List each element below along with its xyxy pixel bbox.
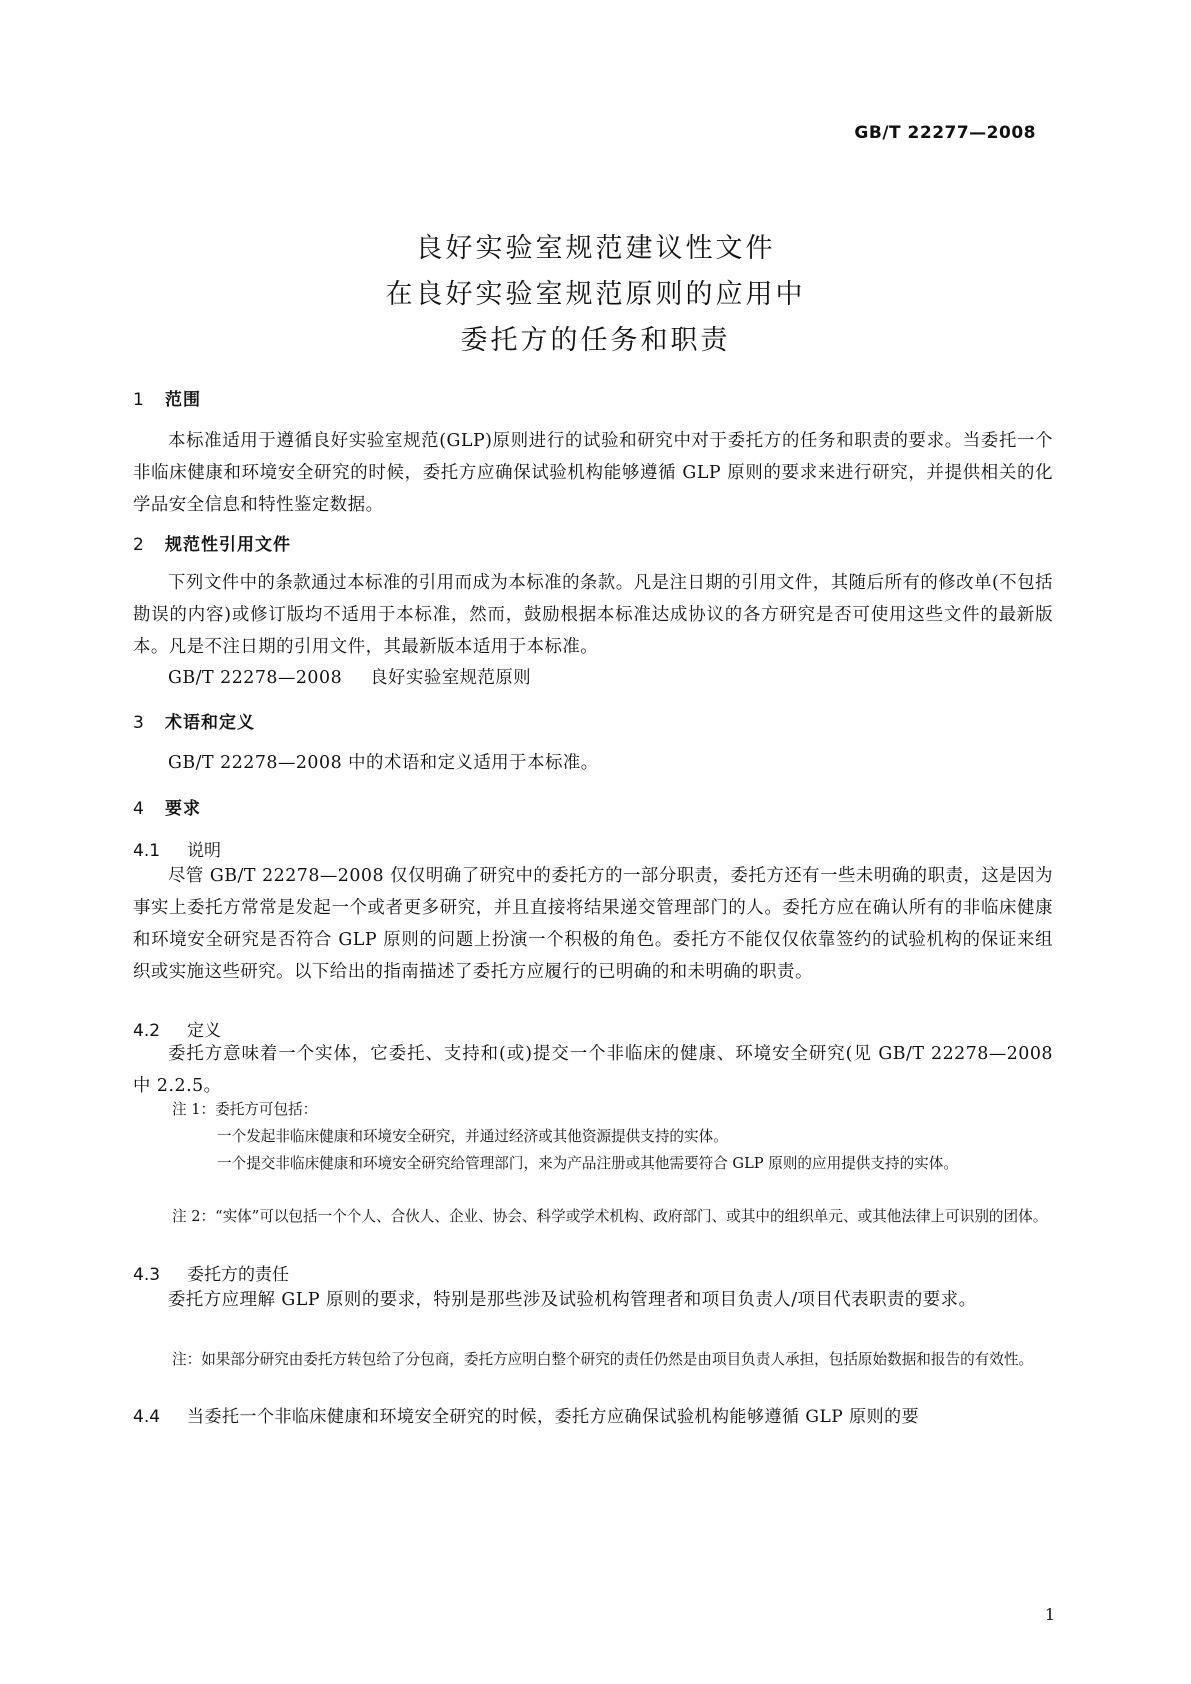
section-2-heading <box>133 530 291 555</box>
subsection-title: 定义 <box>187 1021 221 1041</box>
subsection-text: 当委托一个非临床健康和环境安全研究的时候，委托方应确保试验机构能够遵循 GLP 原则的要 <box>187 1407 920 1427</box>
reference-code: GB/T 22278—2008 <box>168 668 343 688</box>
subsection-4-3-heading <box>133 1260 289 1285</box>
section-4-heading <box>133 794 201 819</box>
note-1-item-1: 一个发起非临床健康和环境安全研究，并通过经济或其他资源提供支持的实体。 <box>217 1128 728 1145</box>
section-title: 规范性引用文件 <box>165 535 291 555</box>
note-4-3: 注：如果部分研究由委托方转包给了分包商，委托方应明白整个研究的责任仍然是由项目负责人承担，包括原始数据和报告的有效性。 <box>172 1351 1034 1368</box>
section-title: 术语和定义 <box>165 713 255 733</box>
normative-reference <box>168 663 531 688</box>
section-number: 3 <box>133 713 145 733</box>
subsection-4-1-heading <box>133 836 221 861</box>
section-3-heading <box>133 708 255 733</box>
section-title: 要求 <box>165 799 201 819</box>
section-number: 4 <box>133 799 145 819</box>
title-line-1: 良好实验室规范建议性文件 <box>415 233 776 264</box>
subsection-4-4-line <box>133 1402 1053 1427</box>
section-1-heading <box>133 385 201 410</box>
subsection-4-3-paragraph: 委托方应理解 GLP 原则的要求，特别是那些涉及试验机构管理者和项目负责人/项目代表职责的要求。 <box>168 1290 977 1310</box>
subsection-number: 4.3 <box>133 1265 161 1285</box>
reference-title: 良好实验室规范原则 <box>370 668 532 688</box>
section-number: 2 <box>133 535 145 555</box>
page-number: 1 <box>1044 1605 1055 1624</box>
subsection-number: 4.2 <box>133 1021 161 1041</box>
subsection-title: 说明 <box>187 841 221 861</box>
subsection-number: 4.1 <box>133 841 161 861</box>
title-line-2: 在良好实验室规范原则的应用中 <box>385 279 806 310</box>
subsection-number: 4.4 <box>133 1407 161 1427</box>
subsection-4-1-paragraph: 尽管 GB/T 22278—2008 仅仅明确了研究中的委托方的一部分职责，委托方还有一些未明确的职责，这是因为事实上委托方常常是发起一个或者更多研究，并且直接将结果递交管理部门的人。委托方应在确认所有的非临床健康和环境安全研究是否符合 GLP 原则的问题上扮演一个积极的角色。委托方不能仅仅依靠签约的试验机构的保证来组织或实施这些研究。以下给出的指南描述了委托方应履行的已明确的和未明确的职责。 <box>133 866 1053 982</box>
standard-code: GB/T 22277—2008 <box>854 123 1036 143</box>
section-title: 范围 <box>165 390 201 410</box>
section-1-paragraph: 本标准适用于遵循良好实验室规范(GLP)原则进行的试验和研究中对于委托方的任务和职责的要求。当委托一个非临床健康和环境安全研究的时候，委托方应确保试验机构能够遵循 GLP 原则的要求来进行研究，并提供相关的化学品安全信息和特性鉴定数据。 <box>133 431 1053 515</box>
section-2-paragraph: 下列文件中的条款通过本标准的引用而成为本标准的条款。凡是注日期的引用文件，其随后所有的修改单(不包括勘误的内容)或修订版均不适用于本标准，然而，鼓励根据本标准达成协议的各方研究是否可使用这些文件的最新版本。凡是不注日期的引用文件，其最新版本适用于本标准。 <box>133 573 1053 657</box>
note-1-item-2: 一个提交非临床健康和环境安全研究给管理部门，来为产品注册或其他需要符合 GLP 原则的应用提供支持的实体。 <box>217 1155 958 1172</box>
note-1-label: 注 1：委托方可包括： <box>172 1101 318 1118</box>
note-2: 注 2：“实体”可以包括一个个人、合伙人、企业、协会、科学或学术机构、政府部门、或其中的组织单元、或其他法律上可识别的团体。 <box>172 1208 1048 1225</box>
subsection-title: 委托方的责任 <box>187 1265 289 1285</box>
section-number: 1 <box>133 390 145 410</box>
title-line-3: 委托方的任务和职责 <box>460 325 731 356</box>
subsection-4-2-paragraph: 委托方意味着一个实体，它委托、支持和(或)提交一个非临床的健康、环境安全研究(见 GB/T 22278—2008 中 2.2.5。 <box>133 1044 1053 1096</box>
section-3-paragraph: GB/T 22278—2008 中的术语和定义适用于本标准。 <box>168 753 599 773</box>
